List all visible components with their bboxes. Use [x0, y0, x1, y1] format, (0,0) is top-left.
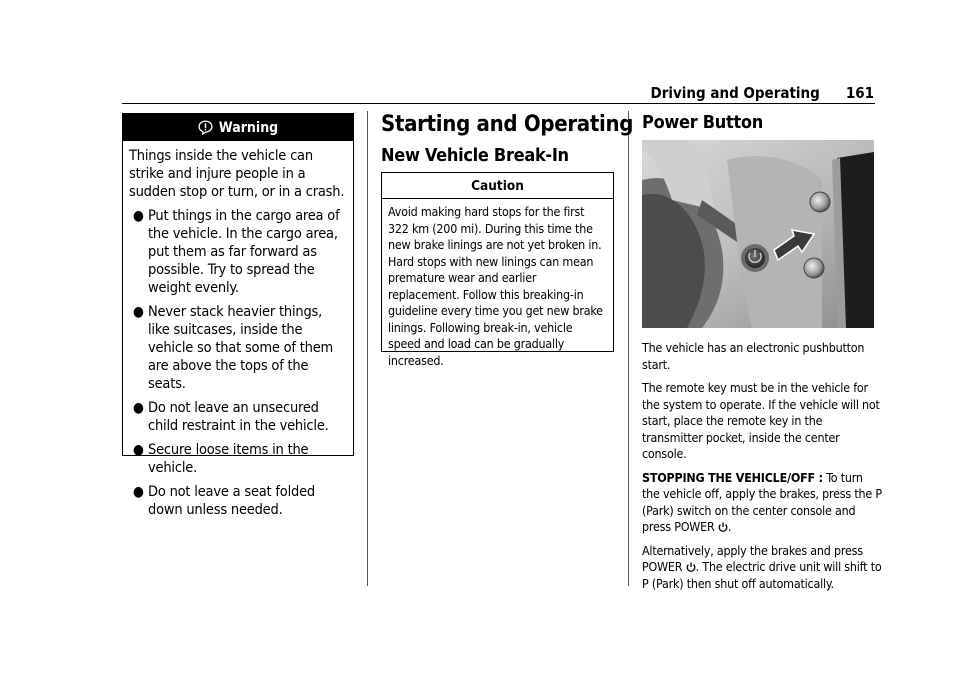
power-symbol-icon: [686, 562, 696, 572]
warning-intro: Things inside the vehicle can strike and injure people in a sudden stop or turn, or in a crash.: [129, 148, 345, 200]
warning-title: Warning: [218, 119, 279, 136]
caution-box: [381, 172, 614, 368]
warning-box: [122, 113, 354, 518]
paragraph: The vehicle has an electronic pushbutton start.: [642, 340, 865, 372]
section-heading: Starting and Operating: [381, 112, 634, 137]
power-button-text: [642, 340, 882, 599]
page-number: 161: [845, 84, 874, 102]
header-rule: [122, 103, 875, 104]
stopping-label: STOPPING THE VEHICLE/OFF :: [642, 469, 823, 485]
subsection-heading: New Vehicle Break-In: [381, 145, 569, 166]
bullet-icon: ●: [133, 208, 144, 224]
power-symbol-icon: [718, 522, 728, 532]
list-item: ● Do not leave a seat folded down unless needed.: [133, 484, 316, 518]
power-button-heading: Power Button: [642, 112, 763, 133]
column-divider-right: [628, 111, 629, 586]
column-divider-left: [367, 111, 368, 586]
caution-title: Caution: [382, 173, 613, 199]
section-title: Driving and Operating: [650, 84, 820, 102]
caution-text: Avoid making hard stops for the first 322 km (200 mi). During this time the new brake linings are not yet broken in. Hard stops with new linings can mean premature wear and earlier replacement. Follow this breaking-in guideline every time you get new brake linings. Following break-in, vehicle speed and load can be gradually increased.: [388, 204, 603, 368]
power-button-photo: [642, 140, 874, 328]
list-item: ● Secure loose items in the vehicle.: [133, 442, 309, 476]
bullet-icon: ●: [133, 400, 144, 416]
paragraph: STOPPING THE VEHICLE/OFF : To turn the vehicle off, apply the brakes, press the P (Park) switch on the center console and press POWER .: [642, 469, 882, 534]
running-header: [650, 84, 874, 102]
dashboard-illustration-icon: [642, 140, 874, 328]
list-item: ● Do not leave an unsecured child restraint in the vehicle.: [133, 400, 329, 434]
warning-icon: [198, 120, 213, 135]
paragraph: Alternatively, apply the brakes and press POWER . The electric drive unit will shift to P (Park) then shut off automatically.: [642, 542, 882, 591]
list-item: ● Put things in the cargo area of the vehicle. In the cargo area, put them as far forward as possible. Try to spread the weight evenly.: [133, 208, 340, 296]
bullet-icon: ●: [133, 484, 144, 500]
warning-header: [123, 114, 353, 141]
warning-list: [129, 207, 347, 519]
bullet-icon: ●: [133, 442, 144, 458]
paragraph: The remote key must be in the vehicle for the system to operate. If the vehicle will not start, place the remote key in the transmitter pocket, inside the center console.: [642, 380, 880, 461]
list-item: ● Never stack heavier things, like suitcases, inside the vehicle so that some of them are above the tops of the seats.: [133, 304, 334, 392]
bullet-icon: ●: [133, 304, 144, 320]
